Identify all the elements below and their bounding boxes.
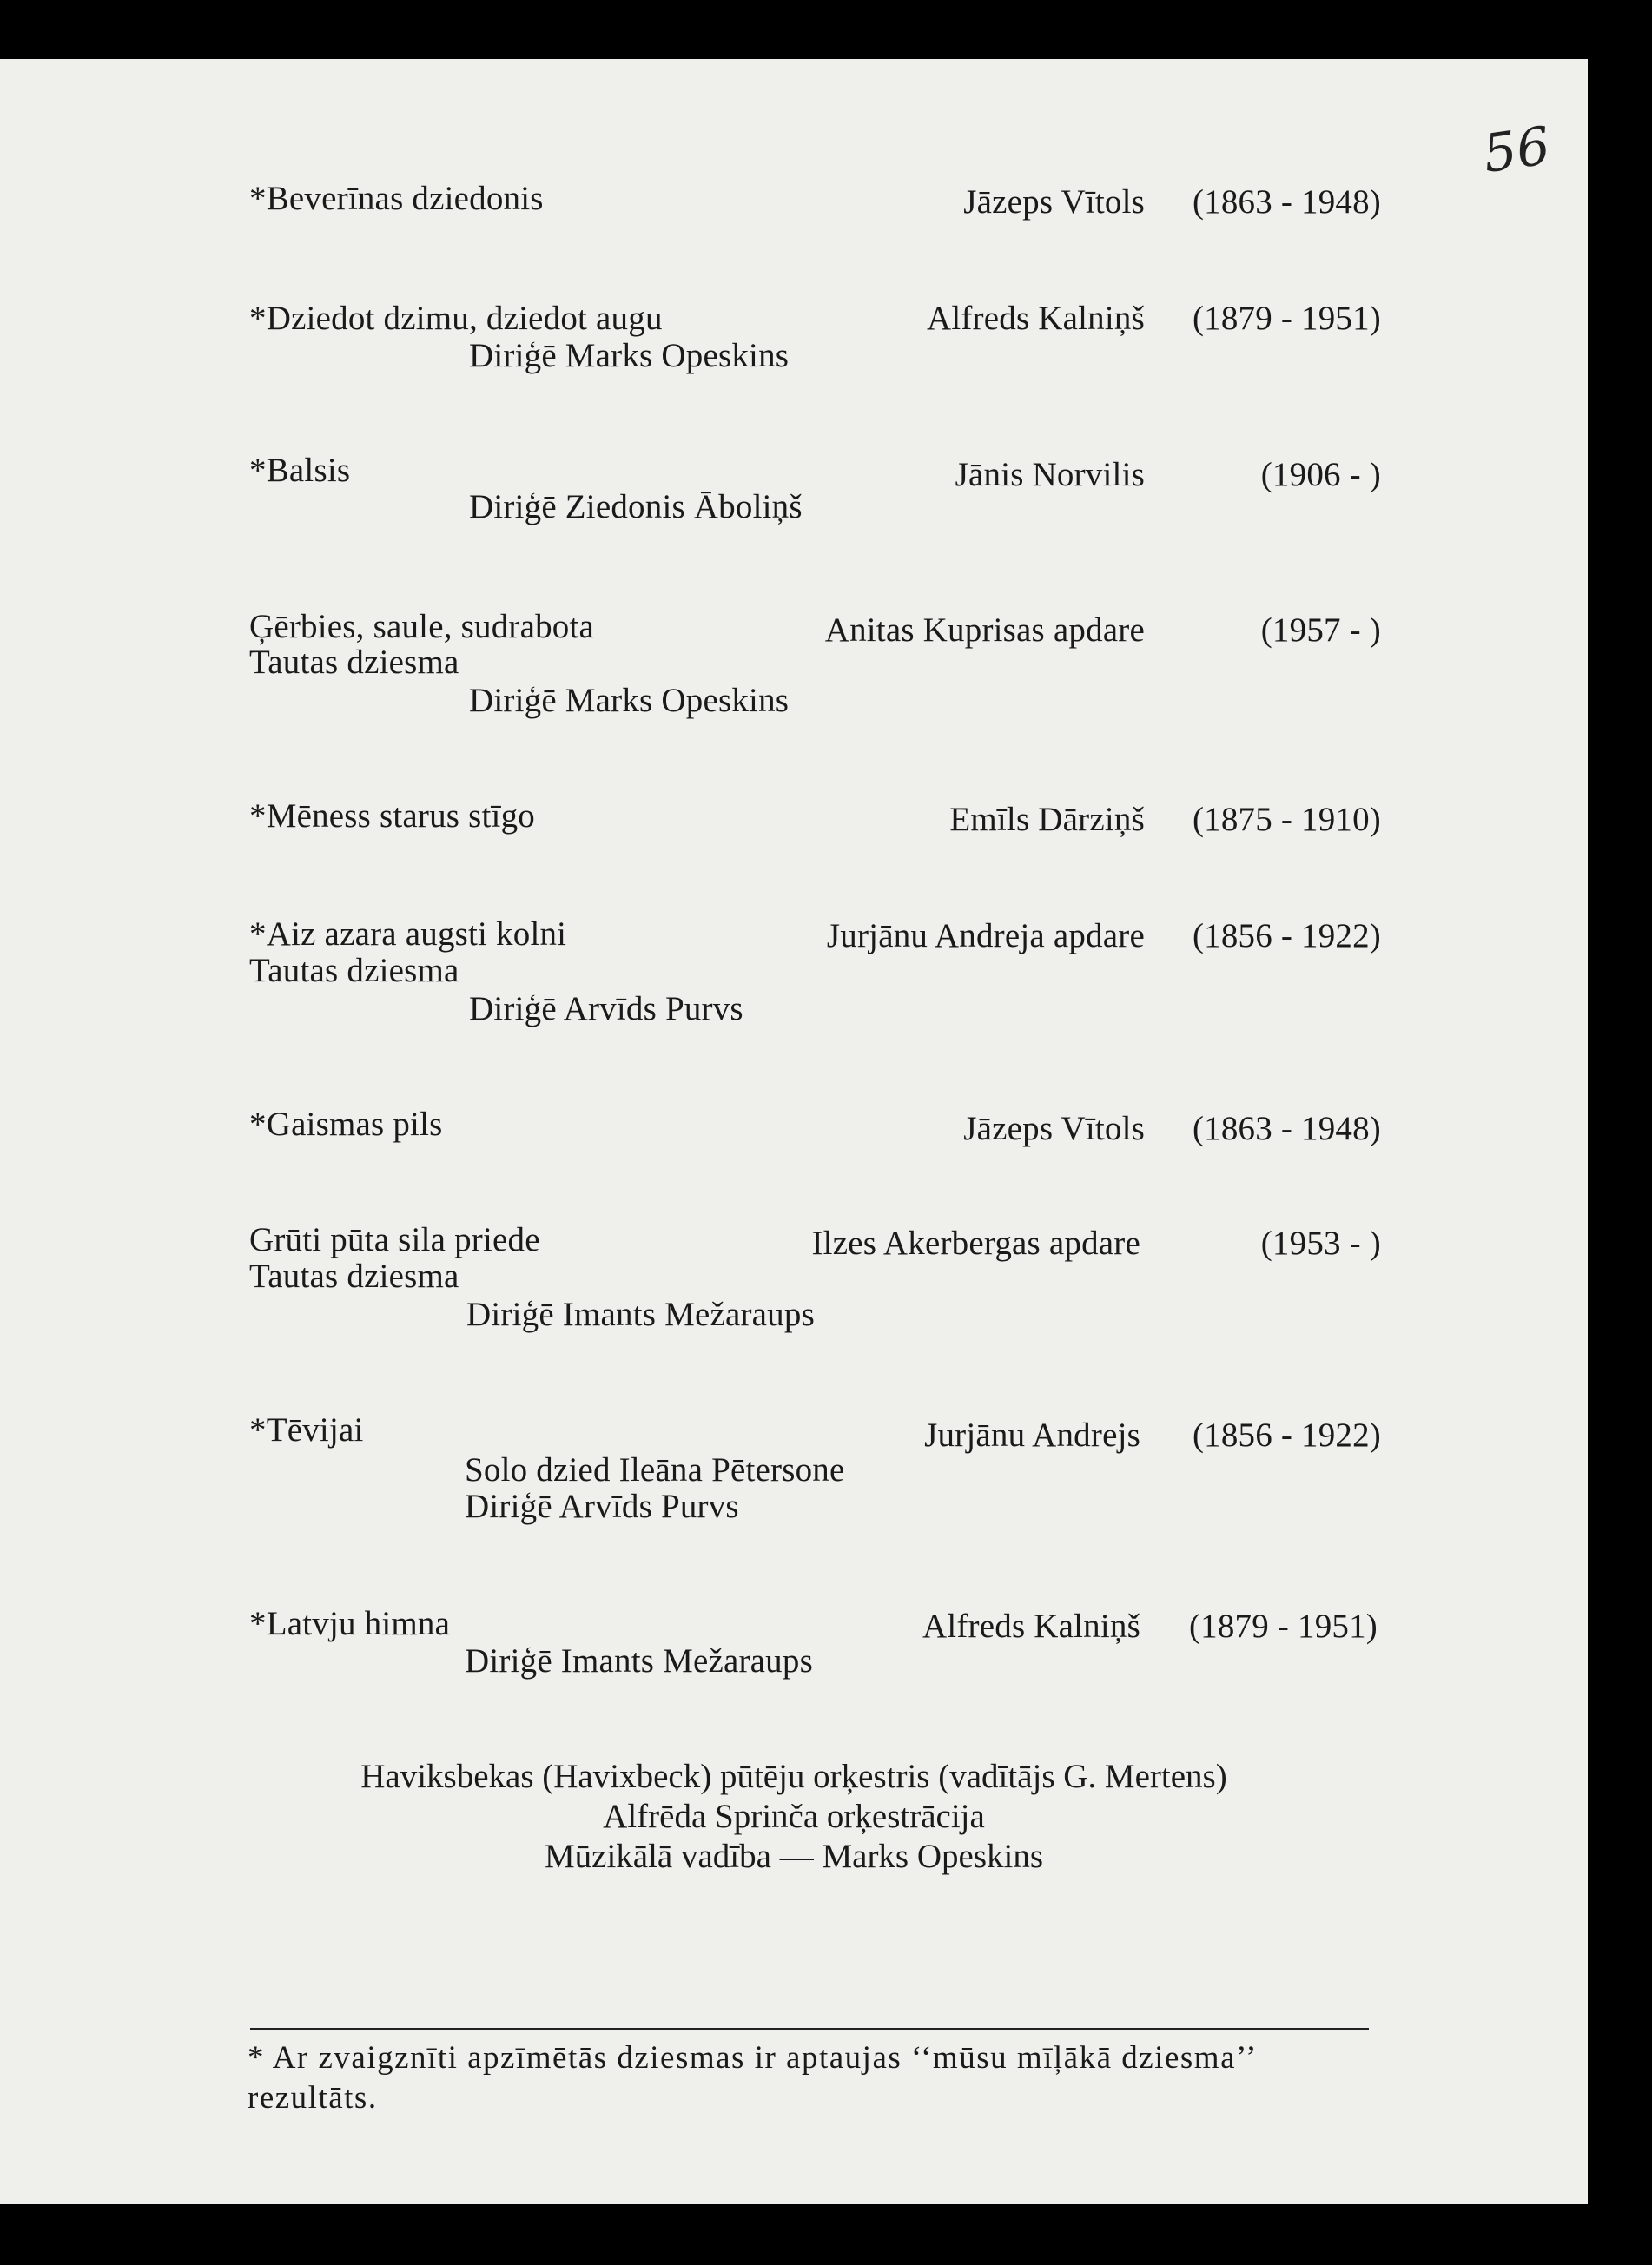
program-entry (0, 797, 1588, 838)
composer-dates: (1863 - 1948) (1192, 183, 1381, 221)
program-entry (0, 1221, 1588, 1333)
page-number: 56 (1479, 116, 1554, 185)
program-entry (0, 452, 1588, 525)
composer-dates: (1875 - 1910) (1192, 801, 1381, 838)
song-title: *Mēness starus stīgo (249, 797, 535, 835)
song-title: *Balsis (249, 452, 351, 489)
composer-dates: (1856 - 1922) (1192, 917, 1381, 954)
composer: Alfreds Kalniņš (922, 1608, 1140, 1645)
song-title: *Beverīnas dziedonis (249, 180, 544, 217)
song-title: *Dziedot dzimu, dziedot augu (249, 300, 663, 337)
program-page (0, 59, 1588, 2204)
composer-dates: (1906 - ) (1260, 456, 1381, 493)
credit-line: Mūzikālā vadība — Marks Opeskins (544, 1838, 1044, 1875)
composer: Emīls Dārziņš (949, 801, 1145, 838)
conductor: Diriģē Imants Mežaraups (466, 1296, 815, 1333)
composer: Alfreds Kalniņš (926, 300, 1145, 337)
credit-line: Haviksbekas (Havixbeck) pūtēju orķestris (vadītājs G. Mertens) (360, 1758, 1227, 1795)
song-subtitle: Tautas dziesma (249, 644, 459, 681)
program-entry (0, 300, 1588, 374)
footnote: * Ar zvaigznīti apzīmētās dziesmas ir aptaujas ‘‘mūsu mīļākā dziesma’’ rezultāts. (248, 2040, 1256, 2116)
program-entry (0, 915, 1588, 1027)
composer-dates: (1863 - 1948) (1192, 1110, 1381, 1147)
song-subtitle: Tautas dziesma (249, 952, 459, 989)
conductor: Diriģē Arvīds Purvs (465, 1488, 739, 1525)
conductor: Diriģē Imants Mežaraups (465, 1642, 813, 1680)
conductor: Diriģē Marks Opeskins (469, 337, 790, 374)
composer: Jurjānu Andrejs (924, 1416, 1140, 1454)
program-entry (0, 1106, 1588, 1147)
composer-dates: (1879 - 1951) (1188, 1608, 1378, 1645)
program-entry (0, 608, 1588, 719)
song-title: Grūti pūta sila priede (249, 1221, 540, 1258)
composer-dates: (1879 - 1951) (1192, 300, 1381, 337)
song-title: Ģērbies, saule, sudrabota (249, 608, 595, 645)
composer-dates: (1957 - ) (1260, 611, 1381, 649)
song-title: *Aiz azara augsti kolni (249, 915, 567, 953)
footnote-divider (250, 2028, 1369, 2030)
song-title: *Tēvijai (249, 1411, 364, 1449)
composer: Ilzes Akerbergas apdare (811, 1225, 1140, 1262)
program-entry (0, 1411, 1588, 1525)
song-title: *Latvju himna (249, 1605, 451, 1642)
soloist: Solo dzied Ileāna Pētersone (465, 1451, 845, 1489)
composer-dates: (1953 - ) (1260, 1225, 1381, 1262)
song-subtitle: Tautas dziesma (249, 1258, 459, 1295)
credits-block (0, 1757, 1588, 1877)
composer: Anitas Kuprisas apdare (824, 611, 1145, 649)
composer: Jāzeps Vītols (963, 183, 1145, 221)
program-entry (0, 1605, 1588, 1680)
composer: Jurjānu Andreja apdare (826, 917, 1145, 954)
song-title: *Gaismas pils (249, 1106, 443, 1143)
credit-line: Alfrēda Sprinča orķestrācija (603, 1798, 985, 1835)
conductor: Diriģē Marks Opeskins (469, 682, 790, 719)
conductor: Diriģē Ziedonis Āboliņš (469, 488, 803, 525)
conductor: Diriģē Arvīds Purvs (469, 990, 743, 1027)
composer-dates: (1856 - 1922) (1192, 1416, 1381, 1454)
composer: Jāzeps Vītols (963, 1110, 1145, 1147)
composer: Jānis Norvilis (955, 456, 1145, 493)
